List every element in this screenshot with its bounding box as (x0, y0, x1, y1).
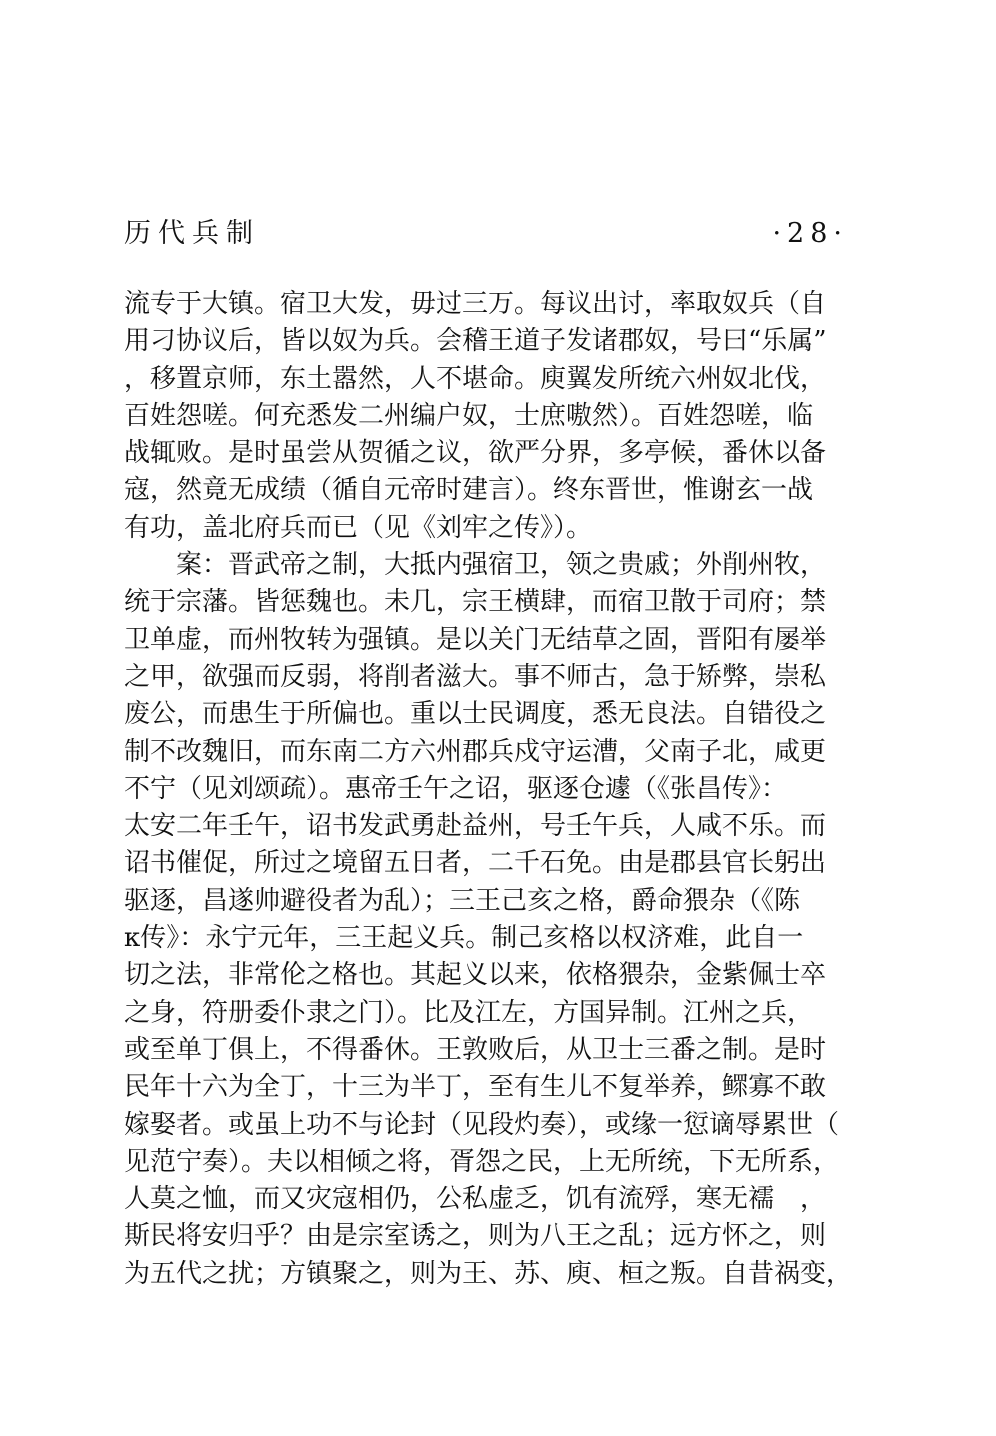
text-line: 驱逐，昌遂帅避役者为乱）；三王己亥之格，爵命猥杂（《陈 (124, 885, 801, 916)
text-line: 不宁（见刘颂疏）。惠帝壬午之诏，驱逐仓遽（《张昌传》： (124, 773, 788, 804)
body-text (124, 286, 852, 1293)
book-title: 历代兵制 (124, 218, 260, 249)
text-line: 诏书催促，所过之境留五日者，二千石免。由是郡县官长躬出 (124, 848, 827, 879)
text-line: 之甲，欲强而反弱，将削者滋大。事不师古，急于矫弊，崇私 (124, 661, 827, 692)
text-line: 太安二年壬午，诏书发武勇赴益州，号壬午兵，人咸不乐。而 (124, 811, 827, 842)
text-line: 人莫之恤，而又灾寇相仍，公私虚乏，饥有流殍，寒无襦 ， (124, 1184, 827, 1215)
text-line: 统于宗藩。皆惩魏也。未几，宗王横肆，而宿卫散于司府；禁 (124, 587, 827, 618)
text-line: 见范宁奏）。夫以相倾之将，胥怨之民，上无所统，下无所系， (124, 1146, 840, 1177)
text-line: 卫单虚，而州牧转为强镇。是以关门无结草之固，晋阳有屡举 (124, 624, 827, 655)
text-line: 斯民将安归乎？由是宗室诱之，则为八王之乱；远方怀之，则 (124, 1221, 827, 1252)
text-line: 流专于大镇。宿卫大发，毋过三万。每议出讨，率取奴兵（自 (124, 289, 827, 319)
running-head (124, 214, 848, 254)
text-line: 废公，而患生于所偏也。重以士民调度，悉无良法。自错役之 (124, 699, 827, 730)
text-line: 百姓怨嗟。何充悉发二州编户奴，士庶嗷然）。百姓怨嗟，临 (124, 400, 814, 431)
text-line: 嫁娶者。或虽上功不与论封（见段灼奏），或缘一愆谪辱累世（ (124, 1109, 840, 1140)
text-line: 之身，符册委仆隶之门）。比及江左，方国异制。江州之兵， (124, 997, 814, 1028)
text-line: 用刁协议后，皆以奴为兵。会稽王道子发诸郡奴，号曰“乐属” (124, 326, 827, 357)
text-line: 案：晋武帝之制，大抵内强宿卫，领之贵戚；外削州牧， (124, 550, 827, 581)
page-number: ·28· (772, 218, 848, 249)
text-line: 或至单丁俱上，不得番休。王敦败后，从卫士三番之制。是时 (124, 1034, 827, 1065)
text-line: 为五代之扰；方镇聚之，则为王、苏、庾、桓之叛。自昔祸变， (124, 1258, 852, 1289)
text-line: 战辄败。是时虽尝从贺循之议，欲严分界，多亭候，番休以备 (124, 438, 827, 469)
text-line: ，移置京师，东土嚣然，人不堪命。庾翼发所统六州奴北伐， (124, 363, 827, 394)
text-line: 切之法，非常伦之格也。其起义以来，依格猥杂，金紫佩士卒 (124, 960, 827, 991)
text-line: 制不改魏旧，而东南二方六州郡兵戍守运漕，父南子北，咸更 (124, 736, 827, 767)
text-line: 寇，然竟无成绩（循自元帝时建言）。终东晋世，惟谢玄一战 (124, 475, 814, 506)
text-line: 有功，盖北府兵而已（见《刘牢之传》）。 (124, 512, 593, 543)
text-line: κ传》：永宁元年，三王起义兵。制己亥格以权济难，此自一 (124, 923, 804, 954)
text-line: 民年十六为全丁，十三为半丁，至有生儿不复举养，鳏寡不敢 (124, 1072, 827, 1103)
